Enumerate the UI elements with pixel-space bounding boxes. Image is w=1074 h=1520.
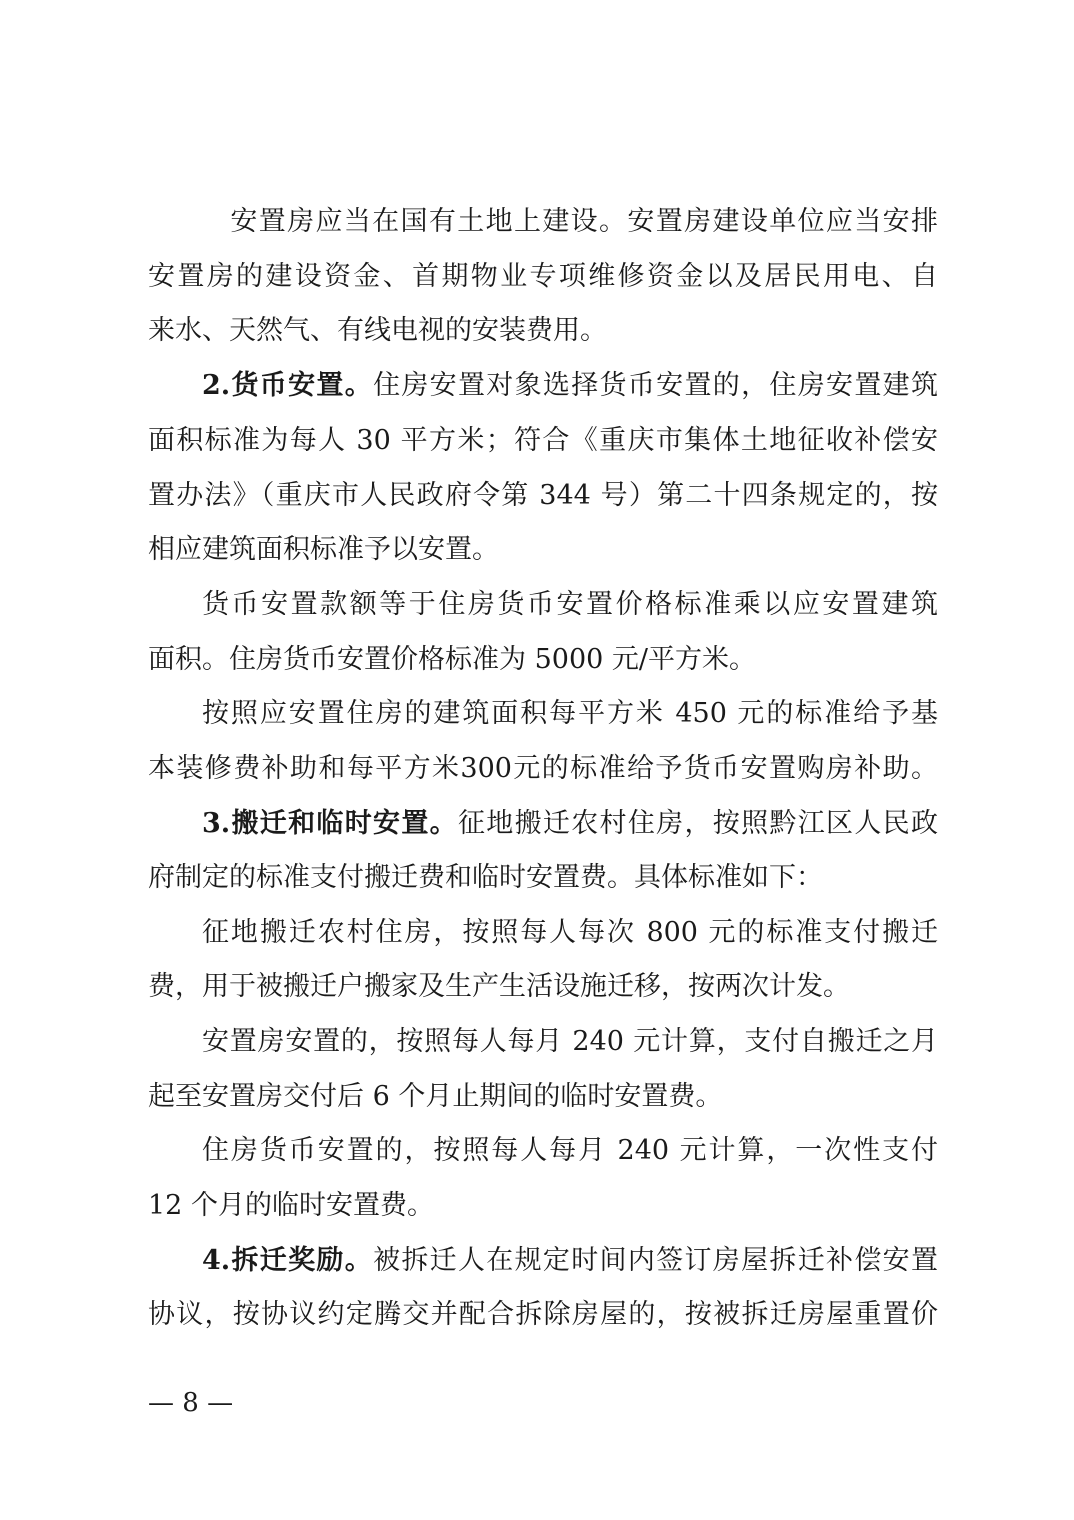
paragraph-line-14: 征地搬迁农村住房，按照每人每次 800 元的标准支付搬迁 — [202, 917, 938, 948]
paragraph-line-9: 面积。住房货币安置价格标准为 5000 元/平方米。 — [148, 644, 756, 675]
paragraph-line-5: 面积标准为每人 30 平方米；符合《重庆市集体土地征收补偿安 — [148, 425, 938, 456]
paragraph-line-12: 3.搬迁和临时安置。征地搬迁农村住房，按照黔江区人民政 — [202, 808, 938, 839]
paragraph-line-13: 府制定的标准支付搬迁费和临时安置费。具体标准如下： — [148, 862, 823, 893]
paragraph-line-2: 安置房的建设资金、首期物业专项维修资金以及居民用电、自 — [148, 261, 938, 292]
paragraph-line-7: 相应建筑面积标准予以安置。 — [148, 534, 499, 565]
section-heading-4: 4.拆迁奖励。 — [202, 1245, 374, 1276]
section-heading-3: 3.搬迁和临时安置。 — [202, 808, 458, 839]
section-heading-2: 2.货币安置。 — [202, 370, 374, 401]
paragraph-line-1: 安置房应当在国有土地上建设。安置房建设单位应当安排 — [202, 206, 938, 237]
paragraph-line-18: 住房货币安置的，按照每人每月 240 元计算，一次性支付 — [202, 1135, 938, 1166]
paragraph-line-15: 费，用于被搬迁户搬家及生产生活设施迁移，按两次计发。 — [148, 971, 850, 1002]
paragraph-line-19: 12 个月的临时安置费。 — [148, 1190, 434, 1221]
paragraph-line-17: 起至安置房交付后 6 个月止期间的临时安置费。 — [148, 1081, 723, 1112]
paragraph-line-10: 按照应安置住房的建筑面积每平方米 450 元的标准给予基 — [202, 698, 938, 729]
paragraph-line-21: 协议，按协议约定腾交并配合拆除房屋的，按被拆迁房屋重置价 — [148, 1299, 938, 1330]
page-number: — 8 — — [148, 1388, 234, 1418]
paragraph-line-20: 4.拆迁奖励。被拆迁人在规定时间内签订房屋拆迁补偿安置 — [202, 1245, 938, 1276]
paragraph-line-4: 2.货币安置。住房安置对象选择货币安置的，住房安置建筑 — [202, 370, 938, 401]
paragraph-line-16: 安置房安置的，按照每人每月 240 元计算，支付自搬迁之月 — [202, 1026, 938, 1057]
paragraph-line-8: 货币安置款额等于住房货币安置价格标准乘以应安置建筑 — [202, 589, 938, 620]
paragraph-line-11: 本装修费补助和每平方米300元的标准给予货币安置购房补助。 — [148, 753, 938, 784]
paragraph-line-6: 置办法》（重庆市人民政府令第 344 号）第二十四条规定的，按 — [148, 480, 938, 511]
paragraph-line-3: 来水、天然气、有线电视的安装费用。 — [148, 315, 607, 346]
